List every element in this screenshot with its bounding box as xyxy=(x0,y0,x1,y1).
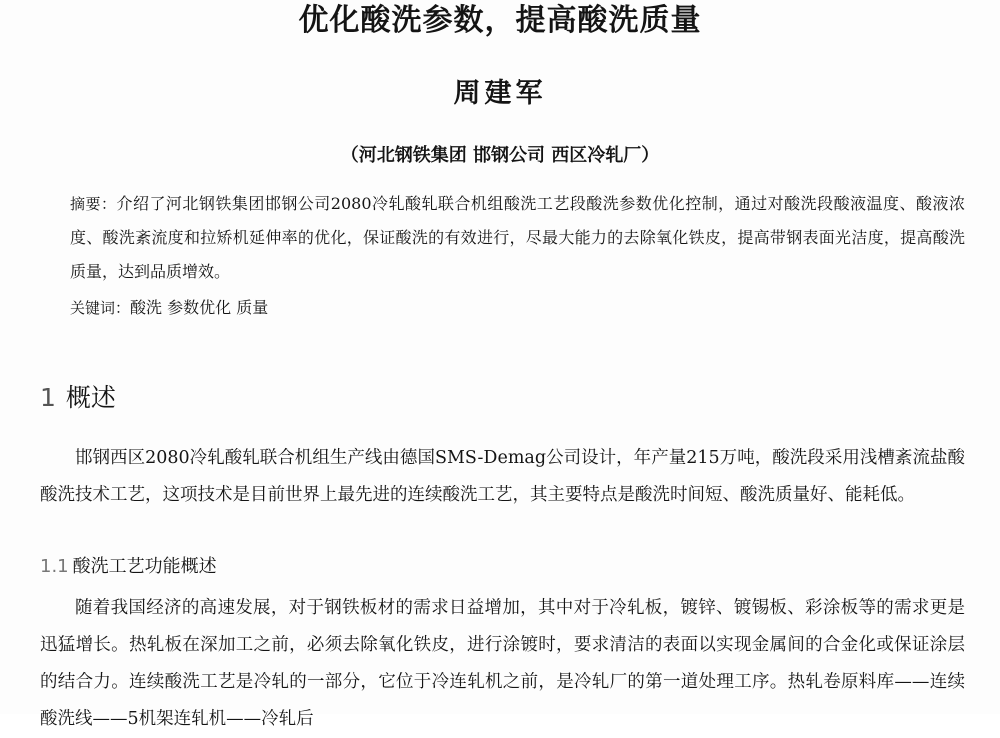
subsection-title: 酸洗工艺功能概述 xyxy=(72,556,217,577)
abstract xyxy=(70,187,965,289)
section-heading xyxy=(40,378,116,418)
author-affiliation: （河北钢铁集团 邯钢公司 西区冷轧厂） xyxy=(340,145,660,166)
keywords-label: 关键词： xyxy=(70,299,131,317)
keywords-text: 酸洗 参数优化 质量 xyxy=(130,298,269,317)
abstract-text: 介绍了河北钢铁集团邯钢公司2080冷轧酸轧联合机组酸洗工艺段酸洗参数优化控制，通过对酸洗段酸液温度、酸液浓度、酸洗紊流度和拉矫机延伸率的优化，保证酸洗的有效进行，尽最大能力的去除氧化铁皮，提高带钢表面光洁度，提高酸洗质量，达到品质增效。 xyxy=(70,194,965,281)
section-paragraph: 邯钢西区2080冷轧酸轧联合机组生产线由德国SMS-Demag公司设计，年产量215万吨，酸洗段采用浅槽紊流盐酸酸洗技术工艺，这项技术是目前世界上最先进的连续酸洗工艺，其主要特点是酸洗时间短、酸洗质量好、能耗低。 xyxy=(40,448,965,505)
section-title: 概述 xyxy=(65,383,116,412)
paper-title: 优化酸洗参数，提高酸洗质量 xyxy=(298,3,702,38)
author-name: 周建军 xyxy=(453,78,547,109)
keywords xyxy=(70,293,965,323)
abstract-label: 摘要： xyxy=(70,195,117,213)
subsection-number: 1.1 xyxy=(40,556,69,577)
subsection-heading xyxy=(40,552,217,582)
section-number: 1 xyxy=(40,383,56,412)
subsection-paragraph: 随着我国经济的高速发展，对于钢铁板材的需求日益增加，其中对于冷轧板，镀锌、镀锡板、彩涂板等的需求更是迅猛增长。热轧板在深加工之前，必须去除氧化铁皮，进行涂镀时，要求清洁的表面以实现金属间的合金化或保证涂层的结合力。连续酸洗工艺是冷轧的一部分，它位于冷连轧机之前，是冷轧厂的第一道处理工序。热轧卷原料库——连续酸洗线——5机架连轧机——冷轧后 xyxy=(40,598,965,729)
